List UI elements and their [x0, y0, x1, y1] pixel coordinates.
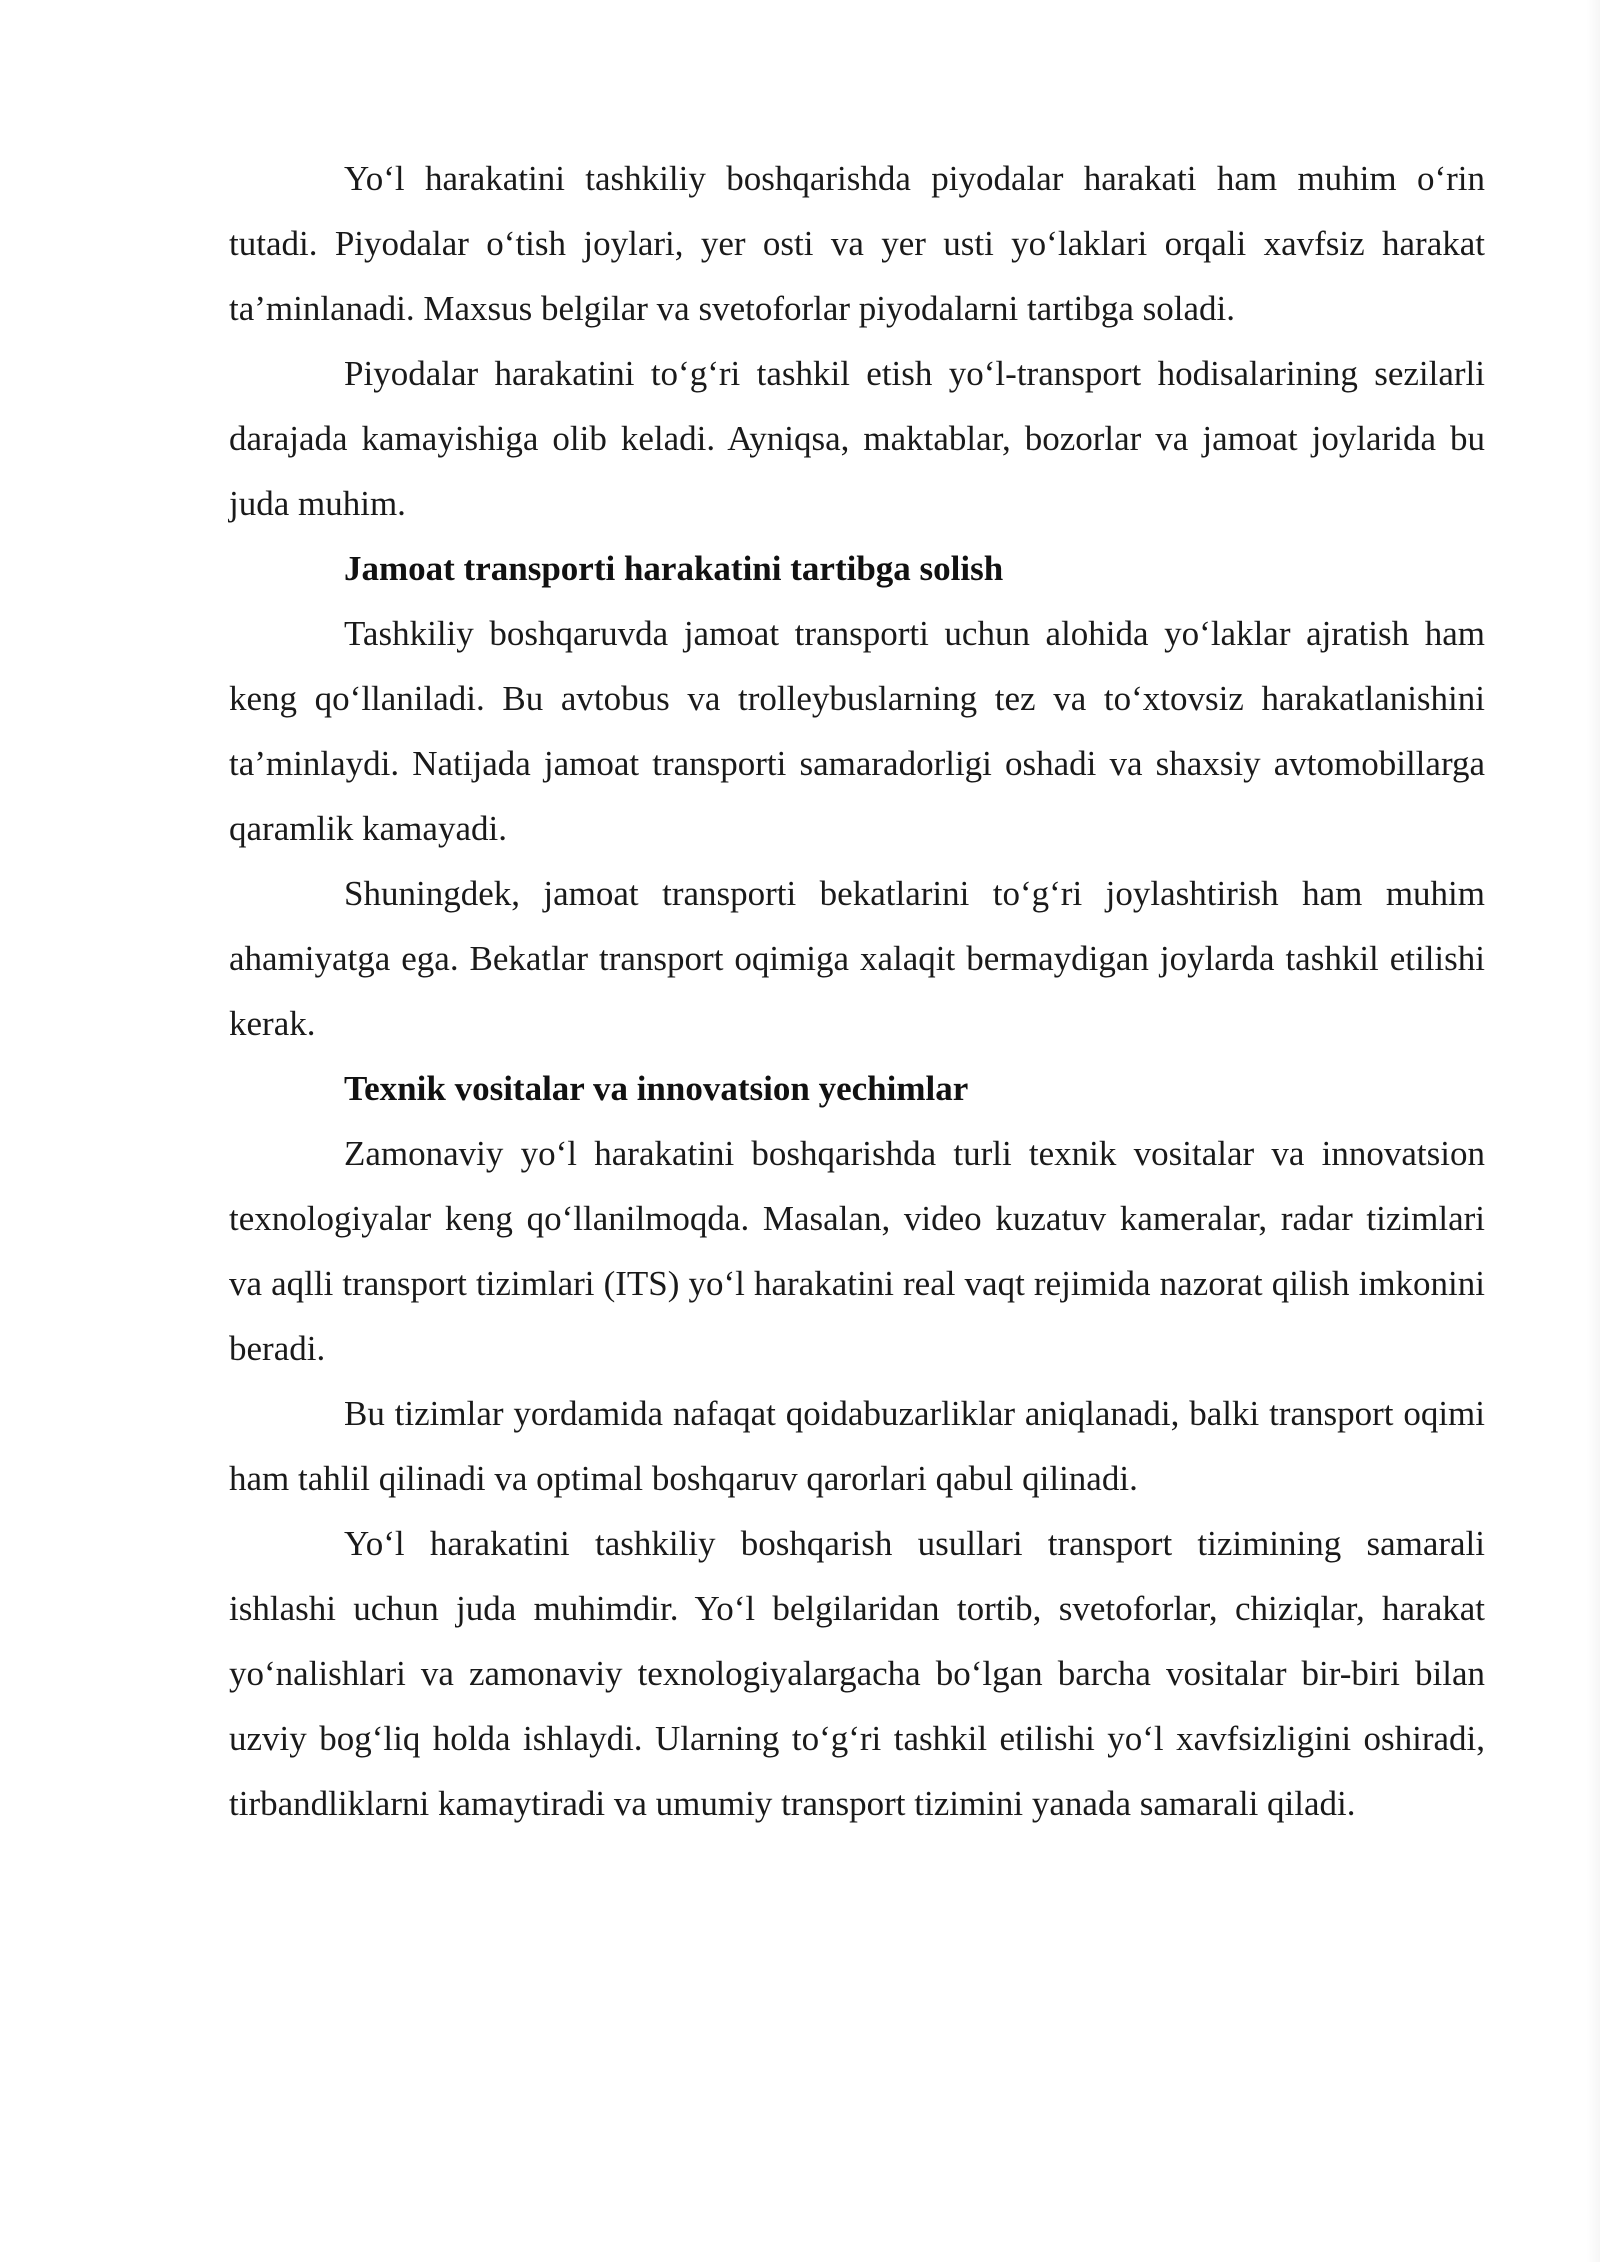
section-heading-technical-means: Texnik vositalar va innovatsion yechimlar	[344, 1069, 969, 1108]
page-edge-shadow	[1586, 0, 1600, 2262]
paragraph-violation-detection: Bu tizimlar yordamida nafaqat qoidabuzarliklar aniqlanadi, balki transport oqimi ham tahlil qilinadi va optimal boshqaruv qarorlari qabul qilinadi.	[229, 1394, 1485, 1498]
paragraph-modern-technologies: Zamonaviy yo‘l harakatini boshqarishda turli texnik vositalar va innovatsion texnologiyalar keng qo‘llanilmoqda. Masalan, video kuzatuv kameralar, radar tizimlari va aqlli transport tizimlari (ITS) yo‘l harakatini real vaqt rejimida nazorat qilish imkonini beradi.	[229, 1134, 1485, 1368]
section-heading-public-transport: Jamoat transporti harakatini tartibga solish	[344, 549, 1004, 588]
paragraph-dedicated-lanes: Tashkiliy boshqaruvda jamoat transporti uchun alohida yo‘laklar ajratish ham keng qo‘llaniladi. Bu avtobus va trolleybuslarning tez va to‘xtovsiz harakatlanishini ta’minlaydi. Natijada jamoat transporti samaradorligi oshadi va shaxsiy avtomobillarga qaramlik kamayadi.	[229, 614, 1485, 848]
paragraph-transport-stops: Shuningdek, jamoat transporti bekatlarini to‘g‘ri joylashtirish ham muhim ahamiyatga ega. Bekatlar transport oqimiga xalaqit bermaydigan joylarda tashkil etilishi kerak.	[229, 874, 1485, 1043]
paragraph-pedestrian-traffic: Yo‘l harakatini tashkiliy boshqarishda piyodalar harakati ham muhim o‘rin tutadi. Piyodalar o‘tish joylari, yer osti va yer usti yo‘laklari orqali xavfsiz harakat ta’minlanadi. Maxsus belgilar va svetoforlar piyodalarni tartibga soladi.	[229, 159, 1485, 328]
paragraph-conclusion: Yo‘l harakatini tashkiliy boshqarish usullari transport tizimining samarali ishlashi uchun juda muhimdir. Yo‘l belgilaridan tortib, svetoforlar, chiziqlar, harakat yo‘nalishlari va zamonaviy texnologiyalargacha bo‘lgan barcha vositalar bir-biri bilan uzviy bog‘liq holda ishlaydi. Ularning to‘g‘ri tashkil etilishi yo‘l xavfsizligini oshiradi, tirbandliklarni kamaytiradi va umumiy transport tizimini yanada samarali qiladi.	[229, 1524, 1485, 1823]
document-body	[229, 146, 1485, 1836]
paragraph-pedestrian-safety: Piyodalar harakatini to‘g‘ri tashkil etish yo‘l-transport hodisalarining sezilarli darajada kamayishiga olib keladi. Ayniqsa, maktablar, bozorlar va jamoat joylarida bu juda muhim.	[229, 354, 1485, 523]
